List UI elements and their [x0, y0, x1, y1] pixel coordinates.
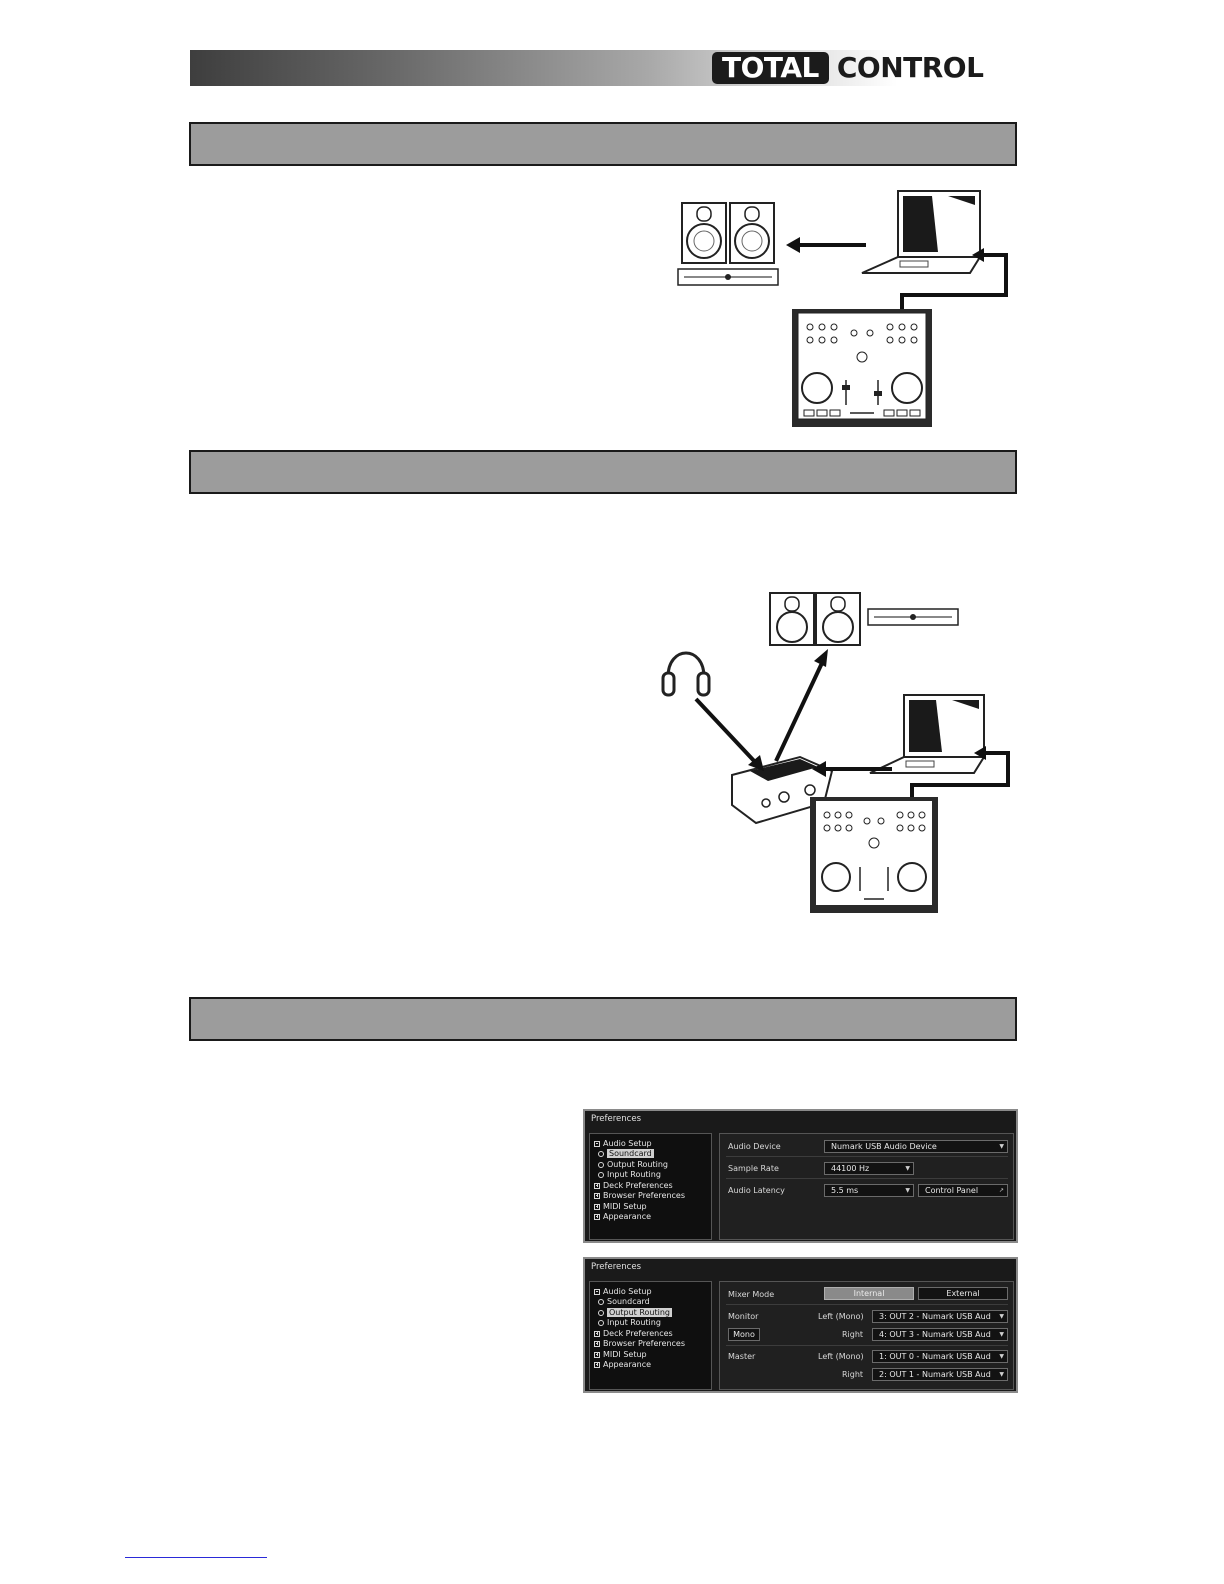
mixer-mode-external-button[interactable]: External [918, 1287, 1008, 1300]
audio-device-label: Audio Device [728, 1142, 781, 1151]
divider [726, 1156, 1008, 1157]
monitor-right-dropdown[interactable]: 4: OUT 3 - Numark USB Aud ▼ [872, 1328, 1008, 1341]
master-left-dropdown[interactable]: 1: OUT 0 - Numark USB Aud ▼ [872, 1350, 1008, 1363]
amplifier-icon [868, 609, 958, 625]
dropdown-arrow-icon: ▼ [999, 1143, 1004, 1150]
audio-device-dropdown[interactable]: Numark USB Audio Device ▼ [824, 1140, 1008, 1153]
laptop-icon [862, 191, 980, 273]
preferences-tree [589, 1133, 712, 1240]
tree-item-deck-preferences[interactable]: Deck Preferences [594, 1181, 673, 1190]
tree-item-appearance[interactable]: Appearance [594, 1360, 651, 1369]
monitor-left-dropdown[interactable]: 3: OUT 2 - Numark USB Aud ▼ [872, 1310, 1008, 1323]
circle-icon [598, 1162, 604, 1168]
preferences-main-panel [719, 1133, 1014, 1240]
dropdown-arrow-icon: ▼ [999, 1353, 1004, 1360]
amplifier-icon [678, 269, 778, 285]
tree-item-midi-setup[interactable]: MIDI Setup [594, 1350, 647, 1359]
preferences-title: Preferences [591, 1262, 641, 1272]
dropdown-arrow-icon: ▼ [905, 1165, 910, 1172]
external-link-icon: ↗ [998, 1187, 1004, 1194]
monitor-right-label: Right [842, 1330, 864, 1339]
sample-rate-label: Sample Rate [728, 1164, 779, 1173]
tree-item-input-routing[interactable]: Input Routing [598, 1318, 661, 1327]
tree-item-browser-preferences[interactable]: Browser Preferences [594, 1191, 685, 1200]
tree-item-input-routing[interactable]: Input Routing [598, 1170, 661, 1179]
mixer-mode-label: Mixer Mode [728, 1290, 775, 1299]
divider [726, 1304, 1008, 1305]
tree-item-audio-setup[interactable]: Audio Setup [594, 1287, 652, 1296]
total-control-logo [712, 52, 983, 84]
tree-item-output-routing[interactable]: Output Routing [598, 1160, 668, 1169]
audio-latency-label: Audio Latency [728, 1186, 785, 1195]
tree-item-appearance[interactable]: Appearance [594, 1212, 651, 1221]
laptop-icon [870, 695, 984, 773]
divider [726, 1345, 1008, 1346]
sample-rate-dropdown[interactable]: 44100 Hz ▼ [824, 1162, 914, 1175]
circle-icon [598, 1320, 604, 1326]
circle-icon [598, 1299, 604, 1305]
plus-box-icon [594, 1362, 600, 1368]
plus-box-icon [594, 1204, 600, 1210]
circle-icon [598, 1151, 604, 1157]
preferences-main-panel [719, 1281, 1014, 1390]
section-bar-2 [189, 450, 1017, 494]
preferences-title: Preferences [591, 1114, 641, 1124]
plus-box-icon [594, 1183, 600, 1189]
master-right-dropdown[interactable]: 2: OUT 1 - Numark USB Aud ▼ [872, 1368, 1008, 1381]
monitor-left-mono-label: Left (Mono) [818, 1312, 864, 1321]
tree-item-soundcard[interactable]: Soundcard [598, 1297, 650, 1306]
mixer-mode-internal-button[interactable]: Internal [824, 1287, 914, 1300]
circle-icon [598, 1310, 604, 1316]
master-right-label: Right [842, 1370, 864, 1379]
preferences-window-output-routing [583, 1257, 1018, 1393]
section-bar-1 [189, 122, 1017, 166]
plus-box-icon [594, 1331, 600, 1337]
dropdown-arrow-icon: ▼ [905, 1187, 910, 1194]
headphones-icon [663, 653, 709, 695]
connection-diagram-1 [670, 185, 1020, 430]
logo-total: TOTAL [712, 52, 829, 84]
mono-button[interactable]: Mono [728, 1328, 760, 1341]
tree-item-output-routing[interactable]: Output Routing [598, 1308, 672, 1317]
speaker-right-icon [730, 203, 774, 263]
dj-controller-icon [810, 797, 938, 913]
speaker-right-icon [816, 593, 860, 645]
logo-control: CONTROL [836, 51, 984, 84]
master-label: Master [728, 1352, 756, 1361]
tree-item-deck-preferences[interactable]: Deck Preferences [594, 1329, 673, 1338]
control-panel-button[interactable]: Control Panel ↗ [918, 1184, 1008, 1197]
tree-item-soundcard[interactable]: Soundcard [598, 1149, 654, 1158]
audio-latency-dropdown[interactable]: 5.5 ms ▼ [824, 1184, 914, 1197]
dropdown-arrow-icon: ▼ [999, 1313, 1004, 1320]
plus-box-icon [594, 1352, 600, 1358]
minus-box-icon [594, 1289, 600, 1295]
speaker-left-icon [770, 593, 814, 645]
tree-item-midi-setup[interactable]: MIDI Setup [594, 1202, 647, 1211]
dj-controller-icon [792, 309, 932, 427]
circle-icon [598, 1172, 604, 1178]
tree-item-audio-setup[interactable]: Audio Setup [594, 1139, 652, 1148]
plus-box-icon [594, 1341, 600, 1347]
preferences-tree [589, 1281, 712, 1390]
divider [726, 1178, 1008, 1179]
speaker-left-icon [682, 203, 726, 263]
master-left-mono-label: Left (Mono) [818, 1352, 864, 1361]
dropdown-arrow-icon: ▼ [999, 1331, 1004, 1338]
footer-link-underline [125, 1557, 267, 1558]
minus-box-icon [594, 1141, 600, 1147]
plus-box-icon [594, 1214, 600, 1220]
section-bar-3 [189, 997, 1017, 1041]
tree-item-browser-preferences[interactable]: Browser Preferences [594, 1339, 685, 1348]
dropdown-arrow-icon: ▼ [999, 1371, 1004, 1378]
connection-diagram-2 [660, 585, 1020, 915]
preferences-window-soundcard [583, 1109, 1018, 1243]
plus-box-icon [594, 1193, 600, 1199]
monitor-label: Monitor [728, 1312, 759, 1321]
